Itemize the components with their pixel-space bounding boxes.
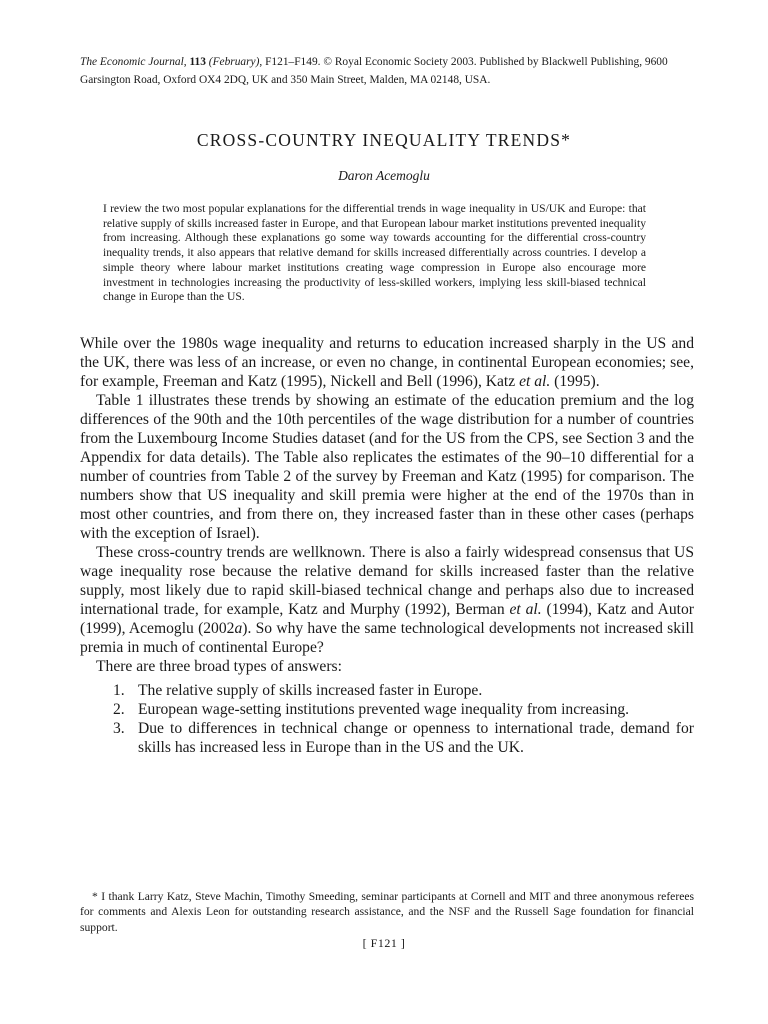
journal-publisher: , F121–F149. © Royal Economic Society 2003. Published by Blackwell Publishing, 9600 Garsington Road, Oxford OX4 2DQ, UK and 350 Main Street, Malden, MA 02148, USA. <box>80 56 668 86</box>
journal-name: The Economic Journal <box>80 56 184 68</box>
journal-header: The Economic Journal, 113 (February), F121–F149. © Royal Economic Society 2003. Published by Blackwell Publishing, 9600 Garsington Road, Oxford OX4 2DQ, UK and 350 Main Street, Malden, MA 02148, USA. <box>80 56 668 86</box>
list-item <box>80 719 694 757</box>
paragraph-3: These cross-country trends are wellknown. There is also a fairly widespread consensus that US wage inequality rose because the relative demand for skills increased faster than the relative supply, most likely due to rapid skill-biased technical change and perhaps also due to increased international trade, for example, Katz and Murphy (1992), Berman et al. (1994), Katz and Autor (1999), Acemoglu (2002a). So why have the same technological developments not increased skill premia in much of continental Europe? <box>80 544 694 656</box>
list-text: European wage-setting institutions prevented wage inequality from increasing. <box>138 701 630 718</box>
paragraph-2: Table 1 illustrates these trends by showing an estimate of the education premium and the log differences of the 90th and the 10th percentiles of the wage distribution for a number of countries from the Luxembourg Income Studies dataset (and for the US from the CPS, see Section 3 and the Appendix for data details). The Table also replicates the estimates of the 90–10 differential for a number of countries from Table 2 of the survey by Freeman and Katz (1995) for comparison. The numbers show that US inequality and skill premia were higher at the end of the 1970s than in most other countries, and from there on, they increased faster than in these other cases (perhaps with the exception of Israel). <box>80 392 694 542</box>
et-al: et al. <box>519 373 551 390</box>
paper-title: CROSS-COUNTRY INEQUALITY TRENDS* <box>196 130 572 150</box>
paragraph-1: While over the 1980s wage inequality and returns to education increased sharply in the US and the UK, there was less of an increase, or even no change, in continental European economies; see, for example, Freeman and Katz (1995), Nickell and Bell (1996), Katz et al. (1995). <box>80 335 694 390</box>
journal-volume: 113 <box>189 56 206 68</box>
answers-list <box>80 681 694 757</box>
footnote: * I thank Larry Katz, Steve Machin, Timothy Smeeding, seminar participants at Cornell and MIT and three anonymous referees for comments and Alexis Leon for outstanding research assistance, and the NSF and the Russell Sage foundation for financial support. <box>80 890 694 934</box>
page-number: [ F121 ] <box>362 936 406 950</box>
main-text <box>80 334 694 757</box>
citation-letter: a <box>234 620 243 637</box>
list-text: The relative supply of skills increased faster in Europe. <box>138 682 483 699</box>
list-number: 1. <box>113 682 125 699</box>
list-item <box>80 700 694 719</box>
paper-author: Daron Acemoglu <box>338 168 430 183</box>
paragraph-4: There are three broad types of answers: <box>96 658 342 675</box>
abstract: I review the two most popular explanations for the differential trends in wage inequality in US/UK and Europe: that relative supply of skills increased faster in Europe, and that European labour market institutions prevented inequality from increasing. Although these explanations go some way towards accounting for the differential cross-country inequality trends, it also appears that relative demand for skills increased differentially across countries. I develop a simple theory where labour market institutions creating wage compression in Europe also encourage more investment in technologies increasing the productivity of less-skilled workers, implying less skill-biased technical change in Europe than the US. <box>103 202 646 304</box>
et-al: et al. <box>509 601 542 618</box>
list-text: Due to differences in technical change or openness to international trade, demand for skills has increased less in Europe than in the US and the UK. <box>138 720 694 756</box>
list-number: 2. <box>113 701 125 718</box>
list-item <box>80 681 694 700</box>
list-number: 3. <box>113 720 125 737</box>
journal-issue: (February) <box>208 56 260 68</box>
